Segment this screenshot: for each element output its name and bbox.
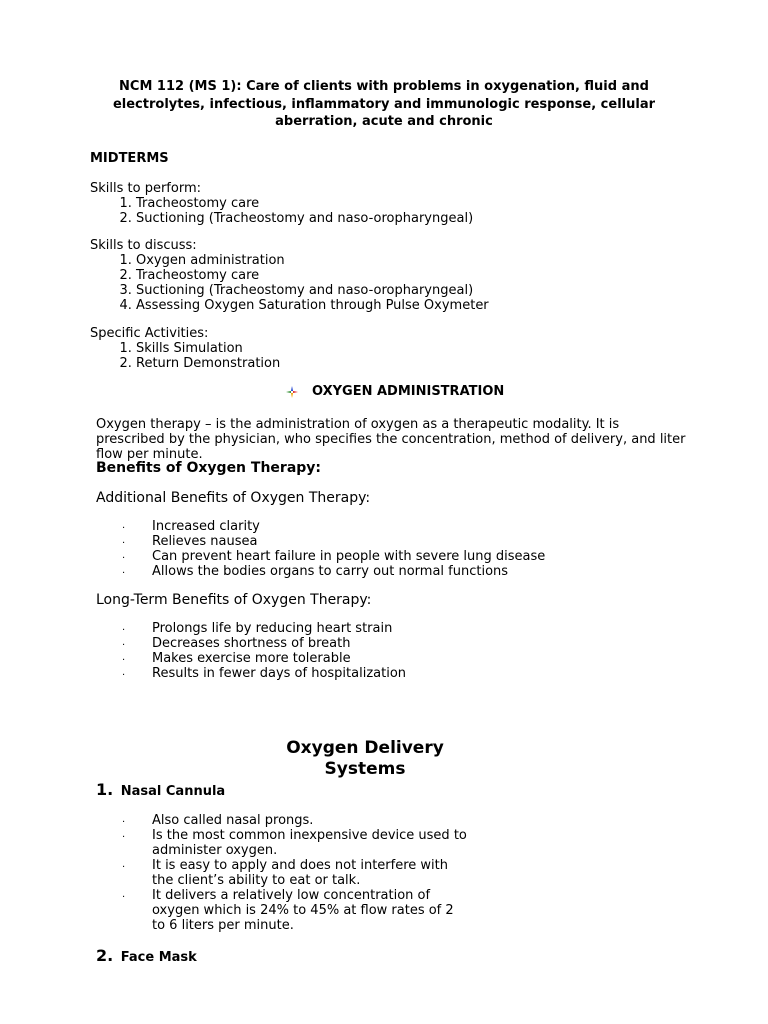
skills-to-discuss-block: [90, 238, 610, 313]
course-title-line-2: electrolytes, infectious, inflammatory and immunologic response, cellular: [112, 96, 656, 112]
list-item: · It is easy to apply and does not interfere with the client’s ability to eat or talk.: [122, 858, 467, 888]
skills-to-perform-block: [90, 181, 610, 226]
list-item: 1. Tracheostomy care: [136, 196, 610, 211]
course-title-line-3: aberration, acute and chronic: [275, 114, 493, 129]
oxygen-administration-heading: [286, 384, 504, 399]
list-item: 1. Skills Simulation: [136, 341, 610, 356]
list-item: 2. Suctioning (Tracheostomy and naso-oropharyngeal): [136, 211, 610, 226]
specific-activities-label: Specific Activities:: [90, 326, 209, 341]
oxygen-therapy-definition: Oxygen therapy – is the administration of oxygen as a therapeutic modality. It is prescribed by the physician, who specifies the concentration, method of delivery, and liter flow per minute.: [96, 417, 686, 462]
four-point-star-bullet-icon: [286, 386, 298, 398]
list-item: · Can prevent heart failure in people with severe lung disease: [122, 549, 642, 564]
course-title: [90, 78, 678, 131]
list-item: 4. Assessing Oxygen Saturation through Pulse Oxymeter: [136, 298, 610, 313]
list-item: · Also called nasal prongs.: [122, 813, 467, 828]
delivery-title-line-2: Systems: [324, 759, 406, 779]
long-term-benefits-list: [122, 621, 642, 681]
additional-benefits-label: Additional Benefits of Oxygen Therapy:: [96, 490, 371, 506]
nasal-cannula-number: 1.: [96, 780, 114, 799]
oxygen-administration-title: OXYGEN ADMINISTRATION: [312, 384, 505, 399]
list-item: 1. Oxygen administration: [136, 253, 610, 268]
list-item: 2. Tracheostomy care: [136, 268, 610, 283]
midterms-heading: MIDTERMS: [90, 151, 169, 166]
skills-to-perform-label: Skills to perform:: [90, 181, 201, 196]
list-item: 3. Suctioning (Tracheostomy and naso-oropharyngeal): [136, 283, 610, 298]
delivery-title-line-1: Oxygen Delivery: [286, 738, 444, 758]
oxygen-delivery-systems-title: [260, 738, 470, 780]
nasal-cannula-heading: [96, 780, 225, 799]
list-item: · It delivers a relatively low concentration of oxygen which is 24% to 45% at flow rates of 2 to 6 liters per minute.: [122, 888, 467, 933]
list-item: · Relieves nausea: [122, 534, 642, 549]
list-item: · Results in fewer days of hospitalization: [122, 666, 642, 681]
face-mask-number: 2.: [96, 946, 114, 965]
skills-to-perform-list: [90, 196, 610, 226]
benefits-heading: Benefits of Oxygen Therapy:: [96, 460, 322, 476]
list-item: · Makes exercise more tolerable: [122, 651, 642, 666]
list-item: · Prolongs life by reducing heart strain: [122, 621, 642, 636]
specific-activities-list: [90, 341, 610, 371]
additional-benefits-list: [122, 519, 642, 579]
nasal-cannula-label: Nasal Cannula: [120, 784, 226, 799]
face-mask-heading: [96, 946, 197, 965]
long-term-benefits-label: Long-Term Benefits of Oxygen Therapy:: [96, 592, 372, 608]
list-item: · Is the most common inexpensive device used to administer oxygen.: [122, 828, 467, 858]
specific-activities-block: [90, 326, 610, 371]
list-item: · Decreases shortness of breath: [122, 636, 642, 651]
list-item: 2. Return Demonstration: [136, 356, 610, 371]
skills-to-discuss-label: Skills to discuss:: [90, 238, 197, 253]
skills-to-discuss-list: [90, 253, 610, 313]
face-mask-label: Face Mask: [120, 950, 197, 965]
list-item: · Increased clarity: [122, 519, 642, 534]
nasal-cannula-list: [122, 813, 467, 933]
course-title-line-1: NCM 112 (MS 1): Care of clients with problems in oxygenation, fluid and: [119, 79, 649, 94]
list-item: · Allows the bodies organs to carry out normal functions: [122, 564, 642, 579]
